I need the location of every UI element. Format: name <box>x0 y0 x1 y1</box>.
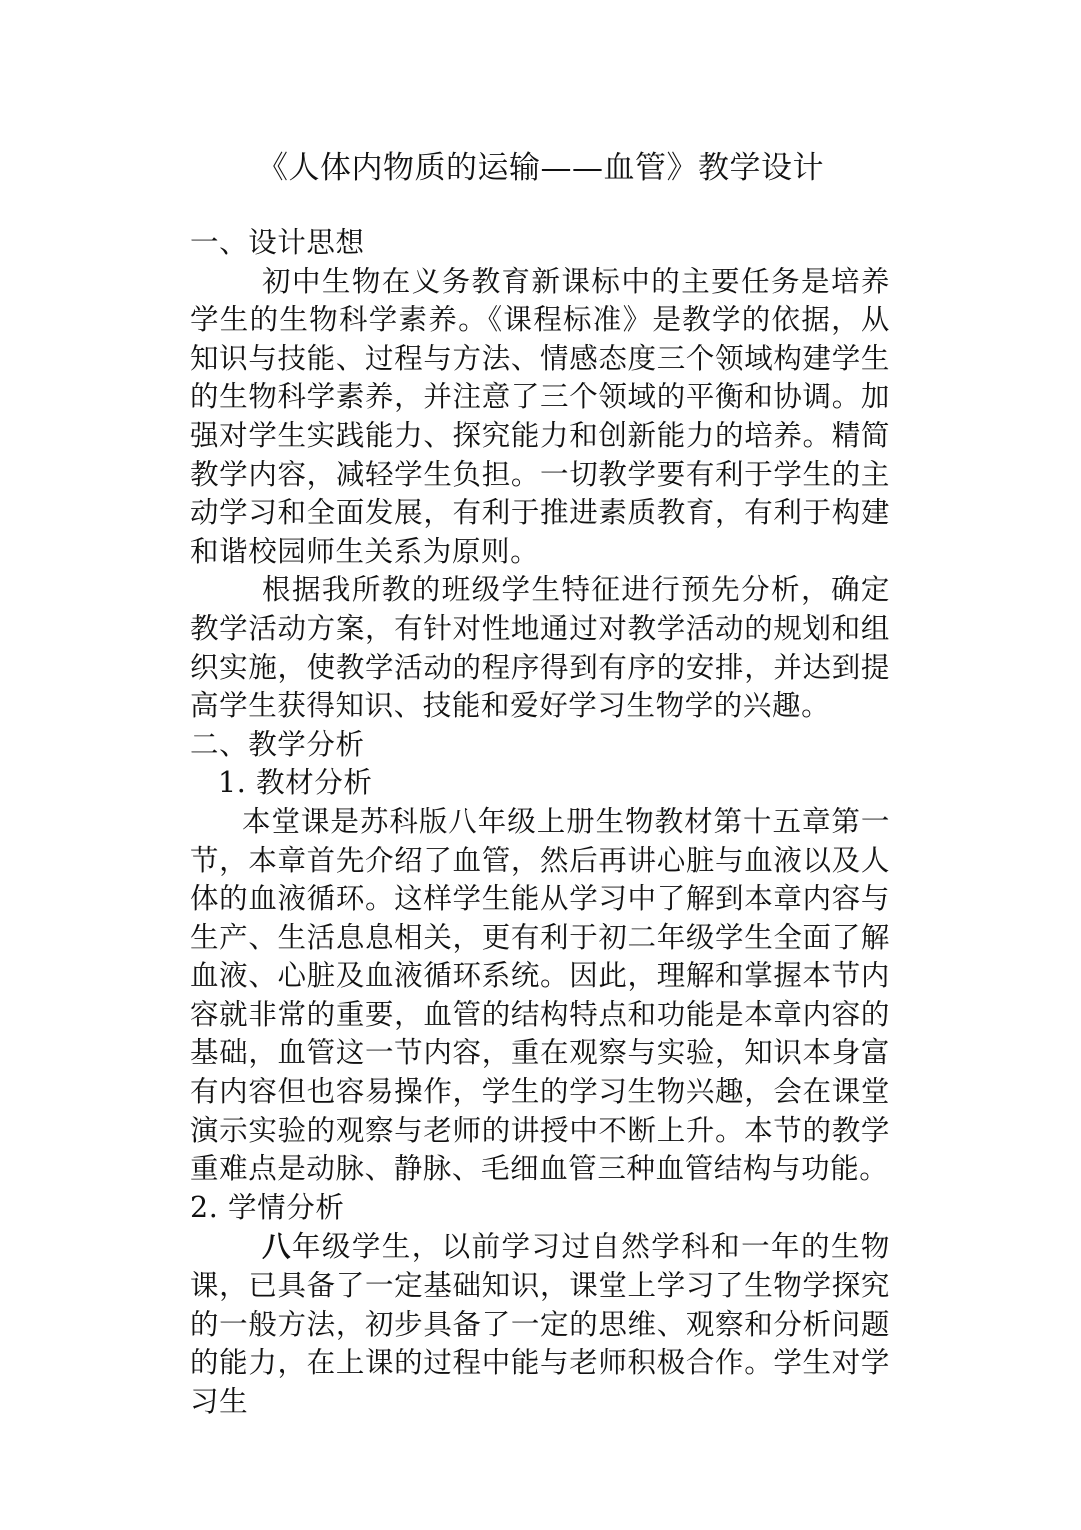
paragraph-student-analysis-text: 年级学生，以前学习过自然学科和一年的生物课，已具备了一定基础知识，课堂上学习了生物学探究的一般方法，初步具备了一定的思维、观察和分析问题的能力，在上课的过程中能与老师积极合作。学生对学习生 <box>190 1230 890 1418</box>
paragraph-student-analysis <box>190 1227 890 1421</box>
paragraph-textbook-analysis: 本堂课是苏科版八年级上册生物教材第十五章第一节，本章首先介绍了血管，然后再讲心脏与血液以及人体的血液循环。这样学生能从学习中了解到本章内容与生产、生活息息相关，更有利于初二年级学生全面了解血液、心脏及血液循环系统。因此，理解和掌握本节内容就非常的重要，血管的结构特点和功能是本章内容的基础，血管这一节内容，重在观察与实验，知识本身富有内容但也容易操作，学生的学习生物兴趣，会在课堂演示实验的观察与老师的讲授中不断上升。本节的教学重难点是动脉、静脉、毛细血管三种血管结构与功能。 <box>190 804 890 1186</box>
document-body <box>190 224 890 1421</box>
section-heading-design-idea: 一、设计思想 <box>190 226 365 259</box>
subheading-student-analysis: 2. 学情分析 <box>190 1190 345 1224</box>
paragraph-design-idea-2: 根据我所教的班级学生特征进行预先分析，确定教学活动方案，有针对性地通过对教学活动的规划和组织实施，使教学活动的程序得到有序的安排，并达到提高学生获得知识、技能和爱好学习生物学的兴趣。 <box>190 573 890 723</box>
section-heading-teaching-analysis: 二、教学分析 <box>190 727 365 761</box>
paragraph-first-char: 八 <box>262 1229 292 1264</box>
document-title: 《人体内物质的运输——血管》教学设计 <box>257 150 824 186</box>
paragraph-design-idea-1: 初中生物在义务教育新课标中的主要任务是培养学生的生物科学素养。《课程标准》是教学的依据，从知识与技能、过程与方法、情感态度三个领域构建学生的生物科学素养，并注意了三个领域的平衡和协调。加强对学生实践能力、探究能力和创新能力的培养。精简教学内容，减轻学生负担。一切教学要有利于学生的主动学习和全面发展，有利于推进素质教育，有利于构建和谐校园师生关系为原则。 <box>190 264 890 568</box>
subheading-textbook-analysis: 1. 教材分析 <box>218 766 373 800</box>
